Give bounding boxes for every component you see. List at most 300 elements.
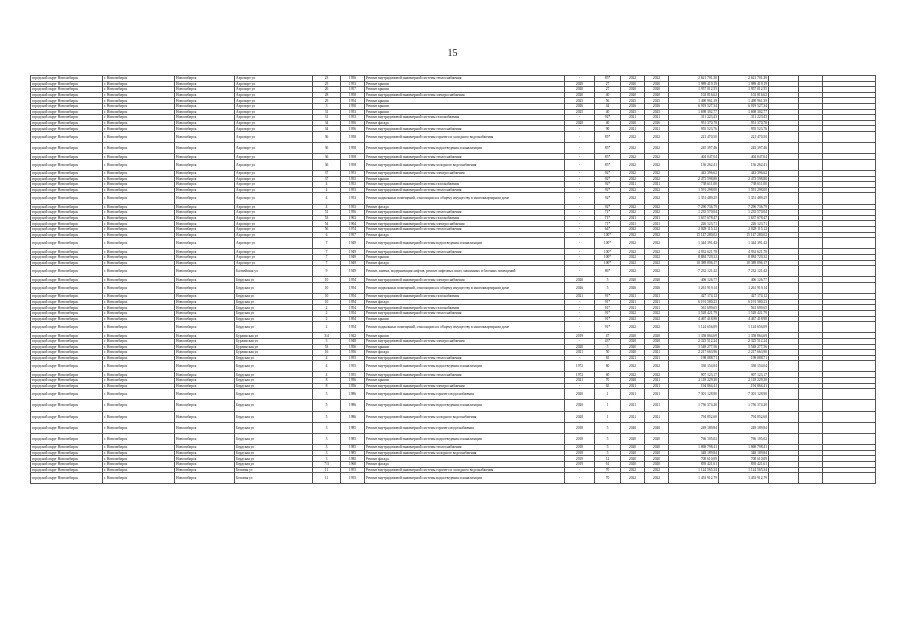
- end-year-cell: 2022: [645, 76, 669, 82]
- settlement-cell: г. Новосибирск: [103, 338, 175, 344]
- district-cell: городской округ Новосибирск: [31, 81, 103, 87]
- work-cell: Ремонт внутридомовой инженерной системы теплоснабжения: [365, 227, 565, 233]
- street-cell: Бердская ул: [235, 456, 313, 462]
- cost-total-cell: 794 852,60: [719, 411, 769, 422]
- empty-cell: [799, 266, 823, 277]
- district-cell: городской округ Новосибирск: [31, 255, 103, 261]
- wear-cell: 91*: [595, 310, 621, 316]
- end-year-cell: 2026: [645, 120, 669, 126]
- district-cell: городской округ Новосибирск: [31, 227, 103, 233]
- wear-cell: 65: [595, 355, 621, 361]
- house-cell: 53: [313, 344, 341, 350]
- city-cell: Новосибирск: [175, 461, 235, 467]
- area-cell: 2018: [565, 450, 595, 456]
- street-cell: Бердская ул: [235, 299, 313, 305]
- work-cell: Ремонт внутридомовой инженерной системы холодного водоснабжения: [365, 159, 565, 170]
- district-cell: городской округ Новосибирск: [31, 115, 103, 121]
- street-cell: Аэропорт ул: [235, 103, 313, 109]
- wear-cell: 92*: [595, 115, 621, 121]
- area-cell: -: [565, 260, 595, 266]
- cost-total-cell: 7 290 736,79: [719, 204, 769, 210]
- street-cell: Бердская ул: [235, 389, 313, 400]
- start-year-cell: 2022: [621, 260, 645, 266]
- area-cell: 2018: [565, 434, 595, 445]
- district-cell: городской округ Новосибирск: [31, 238, 103, 249]
- cost-total-cell: 766 105,02: [719, 434, 769, 445]
- house-cell: 4: [313, 193, 341, 204]
- wear-cell: 47: [595, 333, 621, 339]
- wear-cell: 71*: [595, 221, 621, 227]
- district-cell: городской округ Новосибирск: [31, 445, 103, 451]
- start-year-cell: 2022: [621, 176, 645, 182]
- end-year-cell: 2022: [645, 210, 669, 216]
- house-cell: 6: [313, 232, 341, 238]
- end-year-cell: 2020: [645, 81, 669, 87]
- table-row: [31, 238, 876, 249]
- wear-cell: 27: [595, 87, 621, 93]
- area-cell: -: [565, 255, 595, 261]
- house-cell: 3: [313, 450, 341, 456]
- empty-cell: [823, 193, 876, 204]
- cost-total-cell: 1 698 302,77: [719, 109, 769, 115]
- cost-cell: 1 957 012,55: [669, 87, 719, 93]
- city-cell: Новосибирск: [175, 467, 235, 473]
- area-cell: -: [565, 310, 595, 316]
- wear-cell: 40: [595, 92, 621, 98]
- year-cell: 1950: [341, 103, 365, 109]
- city-cell: Новосибирск: [175, 87, 235, 93]
- city-cell: Новосибирск: [175, 316, 235, 322]
- work-cell: Ремонт внутридомовой инженерной системы водоотведения и канализации: [365, 143, 565, 154]
- cost-total-cell: 221 470,50: [719, 131, 769, 142]
- end-year-cell: 2020: [645, 445, 669, 451]
- table-row: [31, 434, 876, 445]
- street-cell: Беловая ул: [235, 473, 313, 484]
- cost-cell: 1 261 919,14: [669, 282, 719, 293]
- cost-total-cell: 738 611,00: [719, 182, 769, 188]
- start-year-cell: 2020: [621, 450, 645, 456]
- cost-total-cell: 249 189,84: [719, 422, 769, 433]
- district-cell: городской округ Новосибирск: [31, 299, 103, 305]
- work-cell: Ремонт крыши: [365, 316, 565, 322]
- empty-cell: [769, 422, 799, 433]
- house-cell: 4: [313, 182, 341, 188]
- start-year-cell: 2022: [621, 204, 645, 210]
- area-cell: 2025: [565, 98, 595, 104]
- end-year-cell: 2022: [645, 249, 669, 255]
- city-cell: Новосибирск: [175, 255, 235, 261]
- work-cell: Ремонт внутридомовой инженерной системы газоснабжения: [365, 182, 565, 188]
- cost-cell: 1 698 302,77: [669, 109, 719, 115]
- start-year-cell: 2020: [621, 277, 645, 283]
- page-number: 15: [447, 48, 458, 59]
- street-cell: Бердская ул: [235, 355, 313, 361]
- settlement-cell: г. Новосибирск: [103, 260, 175, 266]
- empty-cell: [823, 238, 876, 249]
- work-cell: Ремонт внутридомовой инженерной системы теплоснабжения: [365, 355, 565, 361]
- settlement-cell: г. Новосибирск: [103, 103, 175, 109]
- empty-cell: [823, 411, 876, 422]
- empty-cell: [799, 131, 823, 142]
- work-cell: Ремонт внутридомовой инженерной системы теплоснабжения: [365, 249, 565, 255]
- table-row: [31, 159, 876, 170]
- cost-total-cell: 907 123,17: [719, 372, 769, 378]
- street-cell: Аэропорт ул: [235, 87, 313, 93]
- empty-cell: [769, 389, 799, 400]
- table-row: [31, 282, 876, 293]
- street-cell: Бердская ул: [235, 378, 313, 384]
- cost-cell: 7 290 736,79: [669, 204, 719, 210]
- city-cell: Новосибирск: [175, 159, 235, 170]
- wear-cell: 40: [595, 109, 621, 115]
- area-cell: 2020: [565, 81, 595, 87]
- cost-cell: 7 301 128,90: [669, 389, 719, 400]
- house-cell: 36: [313, 159, 341, 170]
- work-cell: Ремонт крыши: [365, 81, 565, 87]
- area-cell: -: [565, 266, 595, 277]
- year-cell: 1955: [341, 473, 365, 484]
- table-row: [31, 131, 876, 142]
- house-cell: 7: [313, 249, 341, 255]
- empty-cell: [823, 422, 876, 433]
- city-cell: Новосибирск: [175, 322, 235, 333]
- work-cell: Ремонт внутридомовой инженерной системы электроснабжения: [365, 277, 565, 283]
- year-cell: 1949: [341, 238, 365, 249]
- cost-cell: 427 174,12: [669, 294, 719, 300]
- city-cell: Новосибирск: [175, 143, 235, 154]
- end-year-cell: 2022: [645, 154, 669, 160]
- empty-cell: [823, 473, 876, 484]
- work-cell: Ремонт крыши: [365, 344, 565, 350]
- settlement-cell: г. Новосибирск: [103, 305, 175, 311]
- end-year-cell: 2022: [645, 187, 669, 193]
- year-cell: 1948: [341, 338, 365, 344]
- start-year-cell: 2022: [621, 227, 645, 233]
- cost-total-cell: 245 397,46: [719, 143, 769, 154]
- start-year-cell: 2022: [621, 473, 645, 484]
- year-cell: 1968: [341, 461, 365, 467]
- empty-cell: [799, 422, 823, 433]
- start-year-cell: 2022: [621, 238, 645, 249]
- house-cell: 4: [313, 187, 341, 193]
- area-cell: 2026: [565, 103, 595, 109]
- street-cell: Аэропорт ул: [235, 238, 313, 249]
- year-cell: 1963: [341, 215, 365, 221]
- street-cell: Аэропорт ул: [235, 260, 313, 266]
- city-cell: Новосибирск: [175, 361, 235, 372]
- start-year-cell: 2021: [621, 215, 645, 221]
- cost-total-cell: 1 756 374,20: [719, 400, 769, 411]
- wear-cell: 91*: [595, 299, 621, 305]
- city-cell: Новосибирск: [175, 109, 235, 115]
- cost-cell: 1 989 419,19: [669, 81, 719, 87]
- wear-cell: 85*: [595, 159, 621, 170]
- year-cell: 1953: [341, 193, 365, 204]
- area-cell: 2020: [565, 344, 595, 350]
- cost-cell: 2 828 115,12: [669, 227, 719, 233]
- area-cell: 2020: [565, 411, 595, 422]
- district-cell: городской округ Новосибирск: [31, 350, 103, 356]
- start-year-cell: 2020: [621, 81, 645, 87]
- settlement-cell: г. Новосибирск: [103, 277, 175, 283]
- wear-cell: 5: [595, 344, 621, 350]
- settlement-cell: г. Новосибирск: [103, 434, 175, 445]
- end-year-cell: 2022: [645, 232, 669, 238]
- district-cell: городской округ Новосибирск: [31, 450, 103, 456]
- year-cell: 1957: [341, 232, 365, 238]
- work-cell: Ремонт внутридомовой инженерной системы водоотведения и канализации: [365, 473, 565, 484]
- table-row: [31, 473, 876, 484]
- end-year-cell: 2022: [645, 143, 669, 154]
- settlement-cell: г. Новосибирск: [103, 255, 175, 261]
- end-year-cell: 2022: [645, 159, 669, 170]
- district-cell: городской округ Новосибирск: [31, 120, 103, 126]
- start-year-cell: 2022: [621, 255, 645, 261]
- settlement-cell: г. Новосибирск: [103, 98, 175, 104]
- wear-cell: 71*: [595, 215, 621, 221]
- start-year-cell: 2021: [621, 383, 645, 389]
- cost-total-cell: 15 147 280,02: [719, 232, 769, 238]
- end-year-cell: 2022: [645, 467, 669, 473]
- year-cell: 1942: [341, 333, 365, 339]
- work-cell: Ремонт фасада: [365, 260, 565, 266]
- street-cell: Аэропорт ул: [235, 249, 313, 255]
- cost-cell: 839 421,61: [669, 461, 719, 467]
- city-cell: Новосибирск: [175, 171, 235, 177]
- start-year-cell: 2022: [621, 467, 645, 473]
- street-cell: Аэропорт ул: [235, 215, 313, 221]
- start-year-cell: 2022: [621, 159, 645, 170]
- cost-cell: 1 351 489,25: [669, 193, 719, 204]
- cost-total-cell: 1 591 298,00: [719, 187, 769, 193]
- end-year-cell: 2021: [645, 294, 669, 300]
- start-year-cell: 2025: [621, 98, 645, 104]
- end-year-cell: 2022: [645, 204, 669, 210]
- cost-total-cell: 404 047,04: [719, 154, 769, 160]
- street-cell: Бердская ул: [235, 434, 313, 445]
- settlement-cell: г. Новосибирск: [103, 115, 175, 121]
- wear-cell: 92*: [595, 193, 621, 204]
- settlement-cell: г. Новосибирск: [103, 232, 175, 238]
- end-year-cell: 2021: [645, 115, 669, 121]
- house-cell: 7: [313, 260, 341, 266]
- cost-total-cell: 1 235 570,04: [719, 210, 769, 216]
- settlement-cell: г. Новосибирск: [103, 87, 175, 93]
- wear-cell: 70: [595, 473, 621, 484]
- cost-cell: 708 610,09: [669, 456, 719, 462]
- house-cell: 16: [313, 350, 341, 356]
- cost-total-cell: 102 816,62: [719, 92, 769, 98]
- wear-cell: 85*: [595, 131, 621, 142]
- cost-cell: 311 223,43: [669, 115, 719, 121]
- cost-total-cell: 348 189,84: [719, 450, 769, 456]
- cost-cell: 955 523,76: [669, 126, 719, 132]
- work-cell: Ремонт подвальных помещений, относящихся к общему имуществу в многоквартирном доме: [365, 193, 565, 204]
- street-cell: Аэропорт ул: [235, 187, 313, 193]
- empty-cell: [823, 143, 876, 154]
- area-cell: -: [565, 299, 595, 305]
- district-cell: городской округ Новосибирск: [31, 193, 103, 204]
- city-cell: Новосибирск: [175, 456, 235, 462]
- area-cell: -: [565, 176, 595, 182]
- settlement-cell: г. Новосибирск: [103, 316, 175, 322]
- street-cell: Бурлинская ул: [235, 350, 313, 356]
- start-year-cell: 2026: [621, 282, 645, 293]
- street-cell: Аэропорт ул: [235, 227, 313, 233]
- end-year-cell: 2020: [645, 450, 669, 456]
- cost-total-cell: 708 610,09: [719, 456, 769, 462]
- district-cell: городской округ Новосибирск: [31, 76, 103, 82]
- cost-cell: 3 548 277,56: [669, 344, 719, 350]
- cost-cell: 2 473 598,80: [669, 176, 719, 182]
- district-cell: городской округ Новосибирск: [31, 310, 103, 316]
- street-cell: Аэропорт ул: [235, 92, 313, 98]
- start-year-cell: 2021: [621, 299, 645, 305]
- wear-cell: 85*: [595, 143, 621, 154]
- street-cell: Аэропорт ул: [235, 182, 313, 188]
- street-cell: Бердская ул: [235, 282, 313, 293]
- street-cell: Бердская ул: [235, 277, 313, 283]
- wear-cell: 92*: [595, 187, 621, 193]
- settlement-cell: г. Новосибирск: [103, 383, 175, 389]
- empty-cell: [769, 131, 799, 142]
- year-cell: 1955: [341, 467, 365, 473]
- end-year-cell: 2020: [645, 92, 669, 98]
- city-cell: Новосибирск: [175, 344, 235, 350]
- cost-total-cell: 2 118 229,30: [719, 378, 769, 384]
- cost-cell: 1 344 391,42: [669, 238, 719, 249]
- settlement-cell: г. Новосибирск: [103, 344, 175, 350]
- cost-total-cell: 194 864,41: [719, 383, 769, 389]
- street-cell: Бердская ул: [235, 322, 313, 333]
- cost-cell: 907 123,17: [669, 372, 719, 378]
- wear-cell: 92*: [595, 176, 621, 182]
- start-year-cell: 2020: [621, 434, 645, 445]
- end-year-cell: 2022: [645, 193, 669, 204]
- empty-cell: [769, 473, 799, 484]
- settlement-cell: г. Новосибирск: [103, 322, 175, 333]
- district-cell: городской округ Новосибирск: [31, 176, 103, 182]
- settlement-cell: г. Новосибирск: [103, 456, 175, 462]
- area-cell: 2025: [565, 109, 595, 115]
- district-cell: городской округ Новосибирск: [31, 87, 103, 93]
- district-cell: городской округ Новосибирск: [31, 204, 103, 210]
- street-cell: Бердская ул: [235, 294, 313, 300]
- street-cell: Беловая ул: [235, 467, 313, 473]
- area-cell: 2019: [565, 333, 595, 339]
- work-cell: Ремонт фасада: [365, 350, 565, 356]
- area-cell: 2021: [565, 378, 595, 384]
- house-cell: 2: [313, 322, 341, 333]
- area-cell: -: [565, 322, 595, 333]
- cost-total-cell: 2 473 598,80: [719, 176, 769, 182]
- work-cell: Ремонт подвальных помещений, относящихся к общему имуществу в многоквартирном доме: [365, 322, 565, 333]
- city-cell: Новосибирск: [175, 126, 235, 132]
- district-cell: городской округ Новосибирск: [31, 109, 103, 115]
- wear-cell: 5: [595, 450, 621, 456]
- year-cell: 1956: [341, 383, 365, 389]
- cost-total-cell: 6 191 580,23: [719, 299, 769, 305]
- settlement-cell: г. Новосибирск: [103, 176, 175, 182]
- house-cell: 37: [313, 176, 341, 182]
- house-cell: 3: [313, 422, 341, 433]
- city-cell: Новосибирск: [175, 372, 235, 378]
- street-cell: Бердская ул: [235, 372, 313, 378]
- district-cell: городской округ Новосибирск: [31, 131, 103, 142]
- work-cell: Ремонт крыши: [365, 176, 565, 182]
- start-year-cell: 2021: [621, 294, 645, 300]
- area-cell: 2026: [565, 282, 595, 293]
- area-cell: -: [565, 210, 595, 216]
- area-cell: -: [565, 182, 595, 188]
- settlement-cell: г. Новосибирск: [103, 361, 175, 372]
- start-year-cell: 2022: [621, 310, 645, 316]
- year-cell: 1986: [341, 389, 365, 400]
- house-cell: 31: [313, 109, 341, 115]
- city-cell: Новосибирск: [175, 422, 235, 433]
- house-cell: 34: [313, 120, 341, 126]
- cost-cell: 1 124 565,34: [669, 467, 719, 473]
- end-year-cell: 2020: [645, 461, 669, 467]
- table-row: [31, 411, 876, 422]
- end-year-cell: 2021: [645, 355, 669, 361]
- city-cell: Новосибирск: [175, 215, 235, 221]
- settlement-cell: г. Новосибирск: [103, 187, 175, 193]
- work-cell: Ремонт внутридомовой инженерной системы газоснабжения: [365, 305, 565, 311]
- wear-cell: 100*: [595, 255, 621, 261]
- end-year-cell: 2022: [645, 255, 669, 261]
- area-cell: 2020: [565, 389, 595, 400]
- cost-cell: 348 189,84: [669, 450, 719, 456]
- start-year-cell: 2021: [621, 355, 645, 361]
- house-cell: 7: [313, 238, 341, 249]
- house-cell: 10: [313, 294, 341, 300]
- district-cell: городской округ Новосибирск: [31, 322, 103, 333]
- cost-total-cell: 1 344 391,42: [719, 238, 769, 249]
- cost-cell: 8 884 729,32: [669, 255, 719, 261]
- empty-cell: [769, 282, 799, 293]
- area-cell: -: [565, 187, 595, 193]
- work-cell: Ремонт внутридомовой инженерной системы теплоснабжения: [365, 210, 565, 216]
- year-cell: 1954: [341, 316, 365, 322]
- cost-total-cell: 136 262,41: [719, 159, 769, 170]
- area-cell: -: [565, 249, 595, 255]
- end-year-cell: 2022: [645, 260, 669, 266]
- wear-cell: 92*: [595, 182, 621, 188]
- cost-cell: 198 088,71: [669, 355, 719, 361]
- cost-total-cell: 1 957 012,55: [719, 87, 769, 93]
- end-year-cell: 2022: [645, 322, 669, 333]
- street-cell: Аэропорт ул: [235, 221, 313, 227]
- cost-total-cell: 1 868 798,41: [719, 445, 769, 451]
- cost-cell: 1 124 656,09: [669, 322, 719, 333]
- cost-cell: 2 325 512,24: [669, 338, 719, 344]
- year-cell: 1954: [341, 98, 365, 104]
- cost-total-cell: 1 637 678,47: [719, 215, 769, 221]
- city-cell: Новосибирск: [175, 333, 235, 339]
- start-year-cell: 2020: [621, 344, 645, 350]
- work-cell: Ремонт фасада: [365, 461, 565, 467]
- district-cell: городской округ Новосибирск: [31, 434, 103, 445]
- empty-cell: [769, 266, 799, 277]
- house-cell: 8: [313, 378, 341, 384]
- house-cell: 53: [313, 215, 341, 221]
- street-cell: Аэропорт ул: [235, 255, 313, 261]
- street-cell: Бердская ул: [235, 305, 313, 311]
- city-cell: Новосибирск: [175, 182, 235, 188]
- wear-cell: 1: [595, 400, 621, 411]
- end-year-cell: 2020: [645, 87, 669, 93]
